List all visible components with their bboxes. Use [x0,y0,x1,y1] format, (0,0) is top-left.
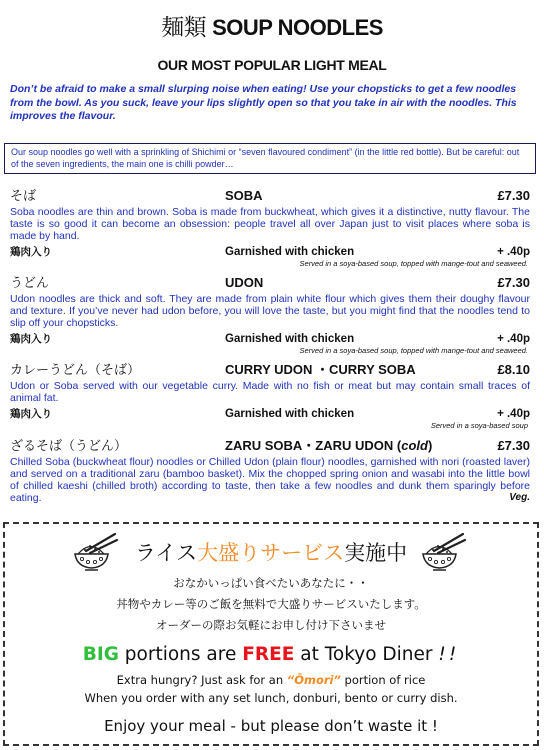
item-description [10,456,530,504]
condiment-note-box: Our soup noodles go well with a sprinkling of Shichimi or “seven flavoured condiment” (in the little red bottle). But be careful: out of the seven ingredients, the main one is chilli powder… [4,143,536,174]
item-price: £7.30 [497,188,530,203]
intro-paragraph: Don’t be afraid to make a small slurping noise when eating! Use your chopsticks to get a few noodles from the bowl. As you suck, leave your lips slightly open so that you take in air with the noodles. This improves the flavour. [10,83,517,122]
option-price: + .40p [497,408,530,420]
promo-japanese-line-2: 丼物やカレー等のご飯を無料で大盛りサービスいたします。 [116,597,426,611]
item-name-japanese: ざるそば（うどん） [10,438,128,453]
option-price: + .40p [497,333,530,345]
item-name-cold: cold [401,438,428,453]
menu-item-zaru [10,438,530,504]
title-japanese: 麺類 [161,14,207,40]
promo-title-pre: ライス [134,541,198,565]
item-name: SOBA [225,188,263,203]
headline-text-1: portions are [118,644,243,665]
rice-promo-box [3,522,539,746]
menu-item-udon [10,275,530,356]
item-price: £8.10 [497,362,530,377]
item-description-text: Chilled Soba (buckwheat flour) noodles or Chilled Udon (plain flour) noodles, garnished with nori (roasted laver) and served on a traditional zaru (bamboo basket). Mix the chopped spring onion and wasabi into the little bowl of chilled kaeshi (chilled broth) according to taste, then take a few noodles and dunk them sparingly before eating. [10,456,530,504]
item-description: Udon noodles are thick and soft. They are made from plain white flour which gives them their doughy flavour and texture. If you’ve never had udon before, you will love the taste, but you might find that the noodles tend to slip off your chopsticks. [10,293,530,329]
item-name: CURRY UDON ・CURRY SOBA [225,362,416,377]
veg-tag: Veg. [509,492,530,503]
page-title [0,12,544,43]
promo-japanese-line-1: おなかいっぱい食べたいあなたに・・ [173,576,369,590]
option-name-japanese: 鶏肉入り [10,246,52,258]
option-name: Garnished with chicken [225,408,355,420]
item-header [10,275,530,291]
item-header [10,188,530,204]
item-name-end: ) [427,438,433,453]
item-price: £7.30 [497,438,530,453]
headline-text-2: at Tokyo Diner [294,644,439,665]
promo-title-highlight: 大盛りサービス [197,541,345,565]
option-name-japanese: 鶏肉入り [10,333,52,345]
serving-note: Served in a soya-based soup, topped with mange-tout and seaweed. [299,259,528,268]
item-header [10,362,530,378]
headline-big: BIG [82,644,119,665]
item-description: Udon or Soba served with our vegetable curry. Made with no fish or meat but may contain small traces of animal fat. [10,380,530,404]
promo-headline [5,642,537,668]
menu-item-soba [10,188,530,269]
item-option [10,245,530,259]
item-header [10,438,530,454]
option-name: Garnished with chicken [225,333,355,345]
omori-highlight: “Ōmori” [286,673,341,687]
title-english: SOUP NOODLES [212,15,383,40]
headline-exclaim: !! [438,644,460,665]
option-price: + .40p [497,246,530,258]
option-name-japanese: 鶏肉入り [10,408,52,420]
item-option [10,332,530,346]
item-description: Soba noodles are thin and brown. Soba is made from buckwheat, which gives it a distinctive, nutty flavour. The taste is so good it can become an obsession: people travel all over Japan just to visit places where soba is made by hand. [10,206,530,242]
headline-free: FREE [242,644,295,665]
item-name-japanese: そば [10,188,37,203]
item-price: £7.30 [497,275,530,290]
extra-hungry-post: portion of rice [340,673,426,687]
menu-item-curry [10,362,530,431]
item-name: UDON [225,275,264,290]
serving-note: Served in a soya-based soup, topped with mange-tout and seaweed. [299,346,528,355]
promo-extra-hungry [5,672,537,688]
item-name-main: ZARU SOBA・ZARU UDON ( [225,438,402,453]
rice-bowl-icon [419,532,467,572]
promo-order-line: When you order with any set lunch, donburi, bento or curry dish. [84,691,458,705]
serving-note: Served in a soya-based soup [430,421,528,430]
item-option [10,407,530,421]
item-name-japanese: うどん [10,275,50,290]
promo-title-post: 実施中 [344,541,408,565]
promo-enjoy-line: Enjoy your meal - but please don’t waste it ! [104,717,438,735]
page-subtitle: OUR MOST POPULAR LIGHT MEAL [157,57,387,73]
option-name: Garnished with chicken [225,246,355,258]
extra-hungry-pre: Extra hungry? Just ask for an [116,673,287,687]
item-name [225,438,432,454]
item-name-japanese: カレーうどん（そば） [10,362,141,377]
promo-japanese-line-3: オーダーの際お気軽にお申し付け下さいませ [156,618,386,632]
